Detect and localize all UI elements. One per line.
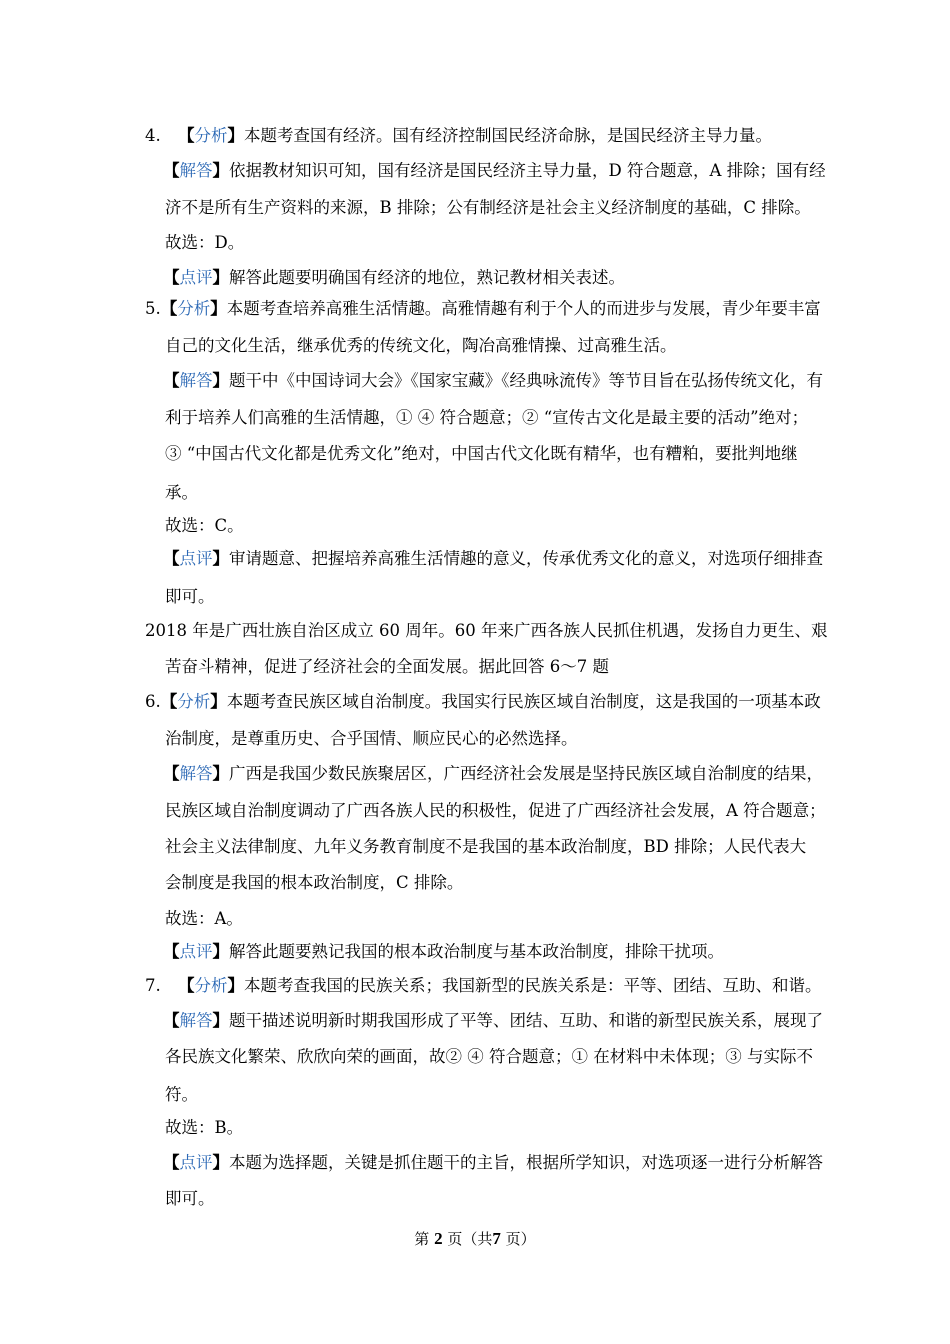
q7-answer-line-3: 符。 bbox=[165, 1085, 198, 1104]
q4-answer-line-2: 济不是所有生产资料的来源，B 排除；公有制经济是社会主义经济制度的基础，C 排除。 bbox=[165, 198, 811, 217]
q5-answer-line-2: 利于培养人们高雅的生活情趣，① ④ 符合题意；② “宣传古文化是最主要的活动”绝对； bbox=[165, 408, 809, 427]
q6-answer-line-3: 社会主义法律制度、九年义务教育制度不是我国的基本政治制度，BD 排除；人民代表大 bbox=[165, 837, 807, 856]
q6-review-tag: 点评 bbox=[179, 942, 213, 961]
q5-review-line: 【点评】审请题意、把握培养高雅生活情趣的意义，传承优秀文化的意义，对选项仔细排查 bbox=[163, 549, 823, 568]
q5-analysis-text-1: 本题考查培养高雅生活情趣。高雅情趣有利于个人的而进步与发展，青少年要丰富 bbox=[226, 299, 821, 318]
q4-review-tag: 点评 bbox=[179, 268, 213, 287]
q6-answer-text-1: 广西是我国少数民族聚居区，广西经济社会发展是坚持民族区域自治制度的结果， bbox=[229, 764, 823, 783]
q4-review-text: 解答此题要明确国有经济的地位，熟记教材相关表述。 bbox=[229, 268, 625, 287]
intro-line-1: 2018 年是广西壮族自治区成立 60 周年。60 年来广西各族人民抓住机遇，发扬自力更生、艰 bbox=[145, 621, 828, 640]
q7-review-text-1: 本题为选择题，关键是抓住题干的主旨，根据所学知识，对选项逐一进行分析解答 bbox=[229, 1153, 823, 1172]
q4-analysis-line: 4. 【分析】本题考查国有经济。国有经济控制国民经济命脉，是国民经济主导力量。 bbox=[145, 124, 772, 148]
q5-answer-line: 【解答】题干中《中国诗词大会》《国家宝藏》《经典咏流传》等节目旨在弘扬传统文化，有 bbox=[163, 371, 823, 390]
q7-review-tag: 点评 bbox=[179, 1153, 213, 1172]
q6-answer-line: 【解答】广西是我国少数民族聚居区，广西经济社会发展是坚持民族区域自治制度的结果， bbox=[163, 764, 823, 783]
q6-analysis-text-1: 本题考查民族区域自治制度。我国实行民族区域自治制度，这是我国的一项基本政 bbox=[226, 692, 821, 711]
q6-analysis-line-2: 治制度，是尊重历史、合乎国情、顺应民心的必然选择。 bbox=[165, 729, 578, 748]
q4-choice: 故选：D。 bbox=[165, 233, 245, 252]
footer-prefix: 第 bbox=[414, 1230, 430, 1248]
q5-analysis-line-2: 自己的文化生活，继承优秀的传统文化，陶冶高雅情操、过高雅生活。 bbox=[165, 336, 677, 355]
footer-middle: 页（共 bbox=[447, 1230, 493, 1248]
q5-answer-line-3: ③ “中国古代文化都是优秀文化”绝对，中国古代文化既有精华，也有糟粕，要批判地继 bbox=[165, 444, 798, 463]
q6-analysis-line: 6.【分析】本题考查民族区域自治制度。我国实行民族区域自治制度，这是我国的一项基本政 bbox=[145, 690, 821, 714]
q5-number: 5. bbox=[145, 299, 161, 318]
q4-analysis-tag: 分析 bbox=[194, 126, 228, 145]
q7-answer-tag: 解答 bbox=[179, 1011, 213, 1030]
q7-choice: 故选：B。 bbox=[165, 1118, 244, 1137]
q7-review-line-2: 即可。 bbox=[165, 1189, 215, 1208]
q5-review-tag: 点评 bbox=[179, 549, 213, 568]
q5-choice: 故选：C。 bbox=[165, 516, 244, 535]
q7-number: 7. bbox=[145, 976, 161, 995]
q5-answer-text-1: 题干中《中国诗词大会》《国家宝藏》《经典咏流传》等节目旨在弘扬传统文化，有 bbox=[229, 371, 823, 390]
q7-analysis-tag: 分析 bbox=[194, 976, 228, 995]
q4-answer-line: 【解答】依据教材知识可知，国有经济是国民经济主导力量，D 符合题意，A 排除；国有经 bbox=[163, 161, 826, 180]
q5-analysis-tag: 分析 bbox=[177, 299, 211, 318]
footer-total-pages: 7 bbox=[492, 1229, 501, 1248]
q5-answer-line-4: 承。 bbox=[165, 483, 198, 502]
q6-review-text: 解答此题要熟记我国的根本政治制度与基本政治制度，排除干扰项。 bbox=[229, 942, 724, 961]
q6-answer-tag: 解答 bbox=[179, 764, 213, 783]
q6-answer-line-4: 会制度是我国的根本政治制度，C 排除。 bbox=[165, 873, 464, 892]
q7-answer-line-2: 各民族文化繁荣、欣欣向荣的画面，故② ④ 符合题意；① 在材料中未体现；③ 与实际不 bbox=[165, 1047, 813, 1066]
q7-analysis-text: 本题考查我国的民族关系；我国新型的民族关系是：平等、团结、互助、和谐。 bbox=[244, 976, 822, 995]
q5-review-line-2: 即可。 bbox=[165, 587, 215, 606]
q5-review-text-1: 审请题意、把握培养高雅生活情趣的意义，传承优秀文化的意义，对选项仔细排查 bbox=[229, 549, 823, 568]
q5-answer-tag: 解答 bbox=[179, 371, 213, 390]
q7-analysis-line: 7. 【分析】本题考查我国的民族关系；我国新型的民族关系是：平等、团结、互助、和谐。 bbox=[145, 974, 822, 998]
q4-analysis-text: 本题考查国有经济。国有经济控制国民经济命脉，是国民经济主导力量。 bbox=[244, 126, 772, 145]
q6-number: 6. bbox=[145, 692, 161, 711]
q4-answer-tag: 解答 bbox=[179, 161, 213, 180]
q6-analysis-tag: 分析 bbox=[177, 692, 211, 711]
q6-choice: 故选：A。 bbox=[165, 909, 243, 928]
q4-number: 4. bbox=[145, 126, 161, 145]
intro-line-2: 苦奋斗精神，促进了经济社会的全面发展。据此回答 6～7 题 bbox=[165, 657, 609, 676]
q4-answer-text-1: 依据教材知识可知，国有经济是国民经济主导力量，D 符合题意，A 排除；国有经 bbox=[229, 161, 826, 180]
q6-answer-line-2: 民族区域自治制度调动了广西各族人民的积极性，促进了广西经济社会发展，A 符合题意； bbox=[165, 801, 826, 820]
q4-review-line: 【点评】解答此题要明确国有经济的地位，熟记教材相关表述。 bbox=[163, 268, 625, 287]
footer-suffix: 页） bbox=[505, 1230, 536, 1248]
q6-review-line: 【点评】解答此题要熟记我国的根本政治制度与基本政治制度，排除干扰项。 bbox=[163, 942, 724, 961]
page-footer bbox=[0, 1227, 950, 1251]
q5-analysis-line: 5.【分析】本题考查培养高雅生活情趣。高雅情趣有利于个人的而进步与发展，青少年要丰富 bbox=[145, 297, 821, 321]
q7-answer-text-1: 题干描述说明新时期我国形成了平等、团结、互助、和谐的新型民族关系，展现了 bbox=[229, 1011, 823, 1030]
footer-page-number: 2 bbox=[434, 1229, 443, 1248]
q7-answer-line: 【解答】题干描述说明新时期我国形成了平等、团结、互助、和谐的新型民族关系，展现了 bbox=[163, 1011, 823, 1030]
q7-review-line: 【点评】本题为选择题，关键是抓住题干的主旨，根据所学知识，对选项逐一进行分析解答 bbox=[163, 1153, 823, 1172]
